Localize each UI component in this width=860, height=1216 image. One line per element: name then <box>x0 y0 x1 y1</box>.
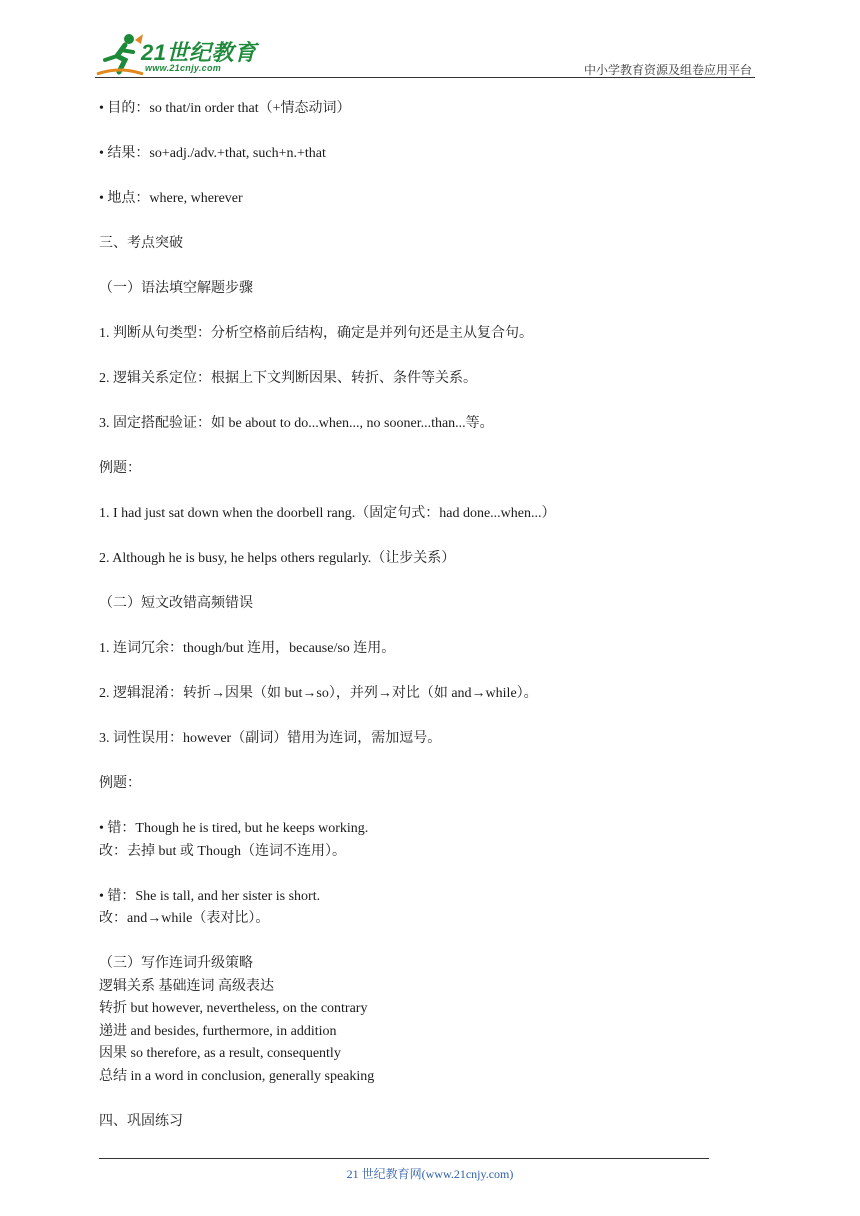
section-heading-3: 三、考点突破 <box>99 236 183 251</box>
correction-2: 改：and→while（表对比）。 <box>99 911 270 926</box>
example-1: 1. I had just sat down when the doorbell rang.（固定句式：had done...when...） <box>99 506 556 521</box>
runner-logo-icon <box>95 30 145 78</box>
bullet-result: • 结果：so+adj./adv.+that, such+n.+that <box>99 146 326 161</box>
table-header-row: 逻辑关系 基础连词 高级表达 <box>99 979 274 994</box>
logo-text: 21世纪教育 <box>141 40 257 65</box>
step-3: 3. 固定搭配验证：如 be about to do...when..., no sooner...than...等。 <box>99 416 494 431</box>
subheading-3: （三）写作连词升级策略 <box>99 956 253 971</box>
example-2: 2. Although he is busy, he helps others regularly.（让步关系） <box>99 551 456 566</box>
section-heading-4: 四、巩固练习 <box>99 1114 183 1129</box>
platform-name: 中小学教育资源及组卷应用平台 <box>583 63 752 77</box>
correction-1: 改：去掉 but 或 Though（连词不连用）。 <box>99 844 346 859</box>
table-row-progression: 递进 and besides, furthermore, in addition <box>99 1024 337 1039</box>
logo-url: www.21cnjy.com <box>145 63 222 73</box>
footer-link[interactable]: 21 世纪教育网(www.21cnjy.com) <box>346 1167 514 1181</box>
subheading-1: （一）语法填空解题步骤 <box>99 281 253 296</box>
step-2: 2. 逻辑关系定位：根据上下文判断因果、转折、条件等关系。 <box>99 371 477 386</box>
error-3: 3. 词性误用：however（副词）错用为连词，需加逗号。 <box>99 731 442 746</box>
table-row-contrast: 转折 but however, nevertheless, on the contrary <box>99 1001 368 1016</box>
step-1: 1. 判断从句类型：分析空格前后结构，确定是并列句还是主从复合句。 <box>99 326 533 341</box>
page-header <box>0 0 860 90</box>
error-1: 1. 连词冗余：though/but 连用，because/so 连用。 <box>99 641 396 656</box>
header-divider <box>95 77 755 78</box>
footer-divider <box>99 1158 709 1159</box>
wrong-sentence-2: • 错：She is tall, and her sister is short. <box>99 889 321 904</box>
example-label-2: 例题： <box>99 776 141 791</box>
table-row-summary: 总结 in a word in conclusion, generally speaking <box>99 1069 375 1084</box>
table-row-cause: 因果 so therefore, as a result, consequently <box>99 1046 341 1061</box>
bullet-purpose: • 目的：so that/in order that（+情态动词） <box>99 101 351 116</box>
bullet-place: • 地点：where, wherever <box>99 191 243 206</box>
site-logo[interactable] <box>95 30 265 80</box>
wrong-sentence-1: • 错：Though he is tired, but he keeps working. <box>99 821 369 836</box>
subheading-2: （二）短文改错高频错误 <box>99 596 253 611</box>
error-2: 2. 逻辑混淆：转折→因果（如 but→so），并列→对比（如 and→while）。 <box>99 686 538 701</box>
example-label: 例题： <box>99 461 141 476</box>
